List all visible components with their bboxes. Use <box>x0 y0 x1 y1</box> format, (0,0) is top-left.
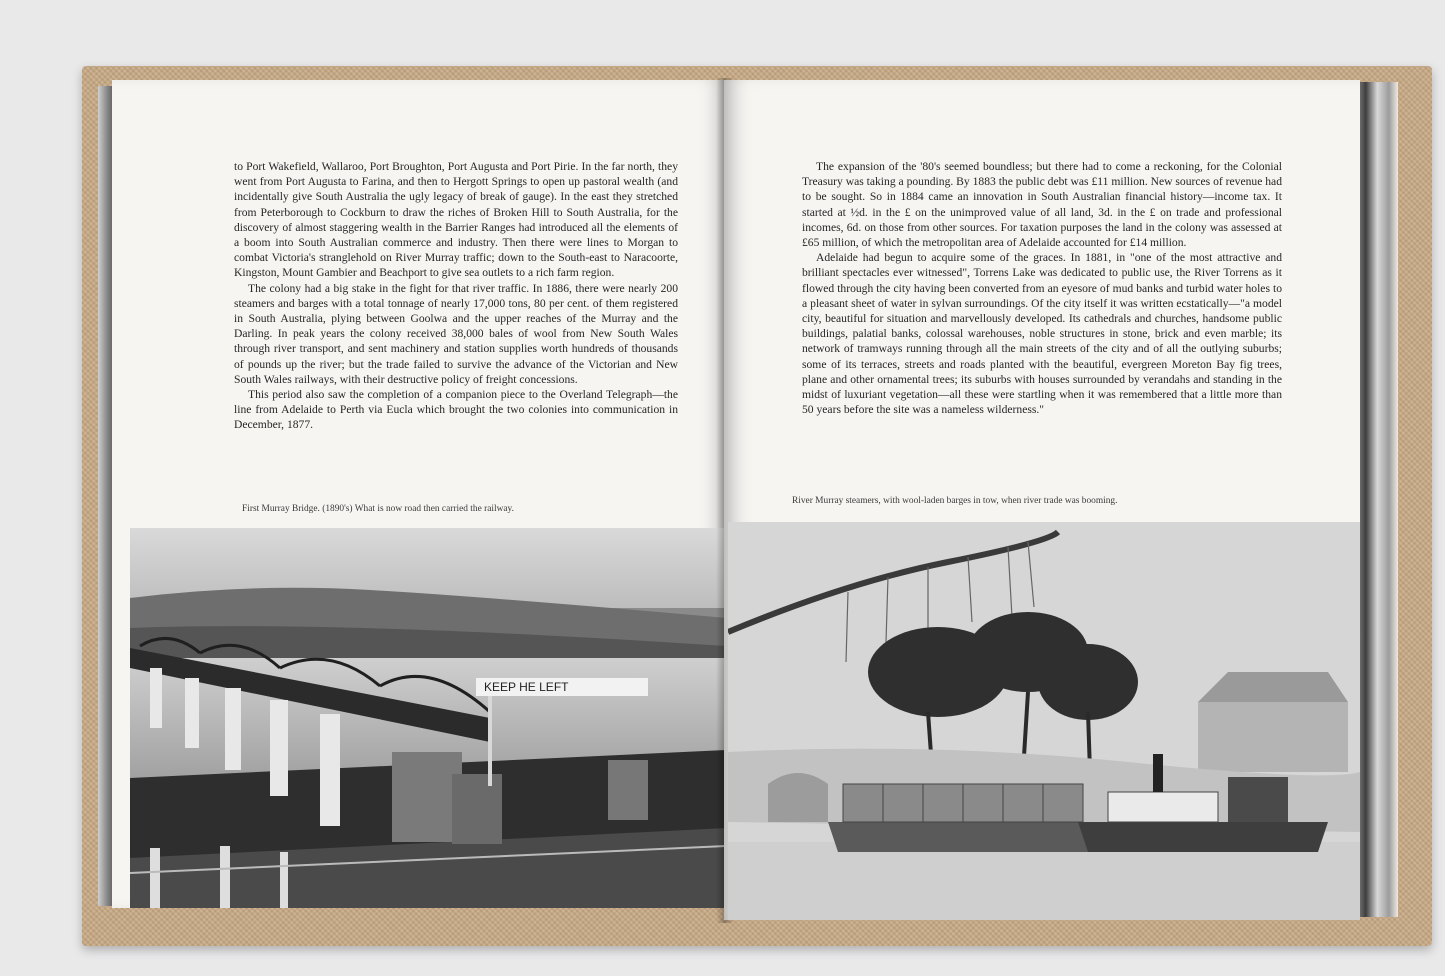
steamers-photo <box>728 522 1360 920</box>
paragraph: to Port Wakefield, Wallaroo, Port Broughton, Port Augusta and Port Pirie. In the far north, they went from Port Augusta to Farina, and then to Hergott Springs to open up pastoral wealth (and incidentally give South Australia the ugly legacy of break of gauge). In the east they stretched from Peterborough to Cockburn to draw the riches of Broken Hill to South Australia, for the discovery of almost staggering wealth in the Barrier Ranges had introduced all the elements of a boom into South Australian commerce and industry. Then there were lines to Morgan to combat Victoria's stranglehold on River Murray traffic; down to the South-east to Naracoorte, Kingston, Mount Gambier and Beachport to give sea outlets to a rich farm region. <box>234 160 678 280</box>
left-page <box>112 80 726 908</box>
paragraph: The expansion of the '80's seemed boundless; but there had to come a reckoning, for the Colonial Treasury was taking a pounding. By 1883 the public debt was £11 million. New sources of revenue had to be sought. So in 1884 came an innovation in South Australian financial history—income tax. It started at ½d. in the £ on the unimproved value of all land, 3d. in the £ on trade and professional incomes, 6d. on those from other sources. For taxation purposes the land in the colony was assessed at £65 million, of which the metropolitan area of Adelaide accounted for £14 million. <box>802 160 1282 250</box>
paragraph: The colony had a big stake in the fight for that river traffic. In 1886, there were nearly 200 steamers and barges with a total tonnage of nearly 17,000 tons, 80 per cent. of them registered in South Australia, plying between Goolwa and the upper reaches of the Murray and the Darling. In peak years the colony received 38,000 bales of wool from New South Wales through river transport, and sent machinery and station supplies worth hundreds of thousands of pounds up the river; but the trade failed to survive the advance of the Victorian and New South Wales railways, with their destructive policy of freight concessions. <box>234 281 678 386</box>
left-page-text <box>234 159 678 433</box>
bridge-sign-text: KEEP HE LEFT <box>484 680 569 694</box>
photo-caption: First Murray Bridge. (1890's) What is now road then carried the railway. <box>242 504 514 514</box>
right-page-text <box>802 159 1282 417</box>
paragraph: Adelaide had begun to acquire some of the graces. In 1881, in "one of the most attractive and brilliant spectacles ever witnessed", Torrens Lake was dedicated to public use, the River Torrens as it flowed through the city having been converted from an eyesore of mud banks and turbid water holes to a pleasant sheet of water in sylvan surroundings. Of the city itself it was written ecstatically—"a model city, beautiful for situation and marvellously developed. Its cathedrals and churches, handsome public buildings, palatial banks, colossal warehouses, noble structures in stone, brick and even marble; its network of tramways running through all the main streets of the city and of all the outlying suburbs; some of its terraces, streets and roads planted with the beautiful, evergreen Moreton Bay fig trees, plane and other ornamental trees; its suburbs with houses surrounded by verandahs and standing in the midst of luxuriant vegetation—all these were startling when it was remembered that a little more than 50 years before the site was a nameless wilderness." <box>802 251 1282 417</box>
bridge-photo <box>130 528 726 908</box>
paragraph: This period also saw the completion of a companion piece to the Overland Telegraph—the line from Adelaide to Perth via Eucla which brought the two colonies into communication in December, 1877. <box>234 388 678 432</box>
photo-caption: River Murray steamers, with wool-laden barges in tow, when river trade was booming. <box>792 496 1118 506</box>
right-page <box>724 80 1360 920</box>
